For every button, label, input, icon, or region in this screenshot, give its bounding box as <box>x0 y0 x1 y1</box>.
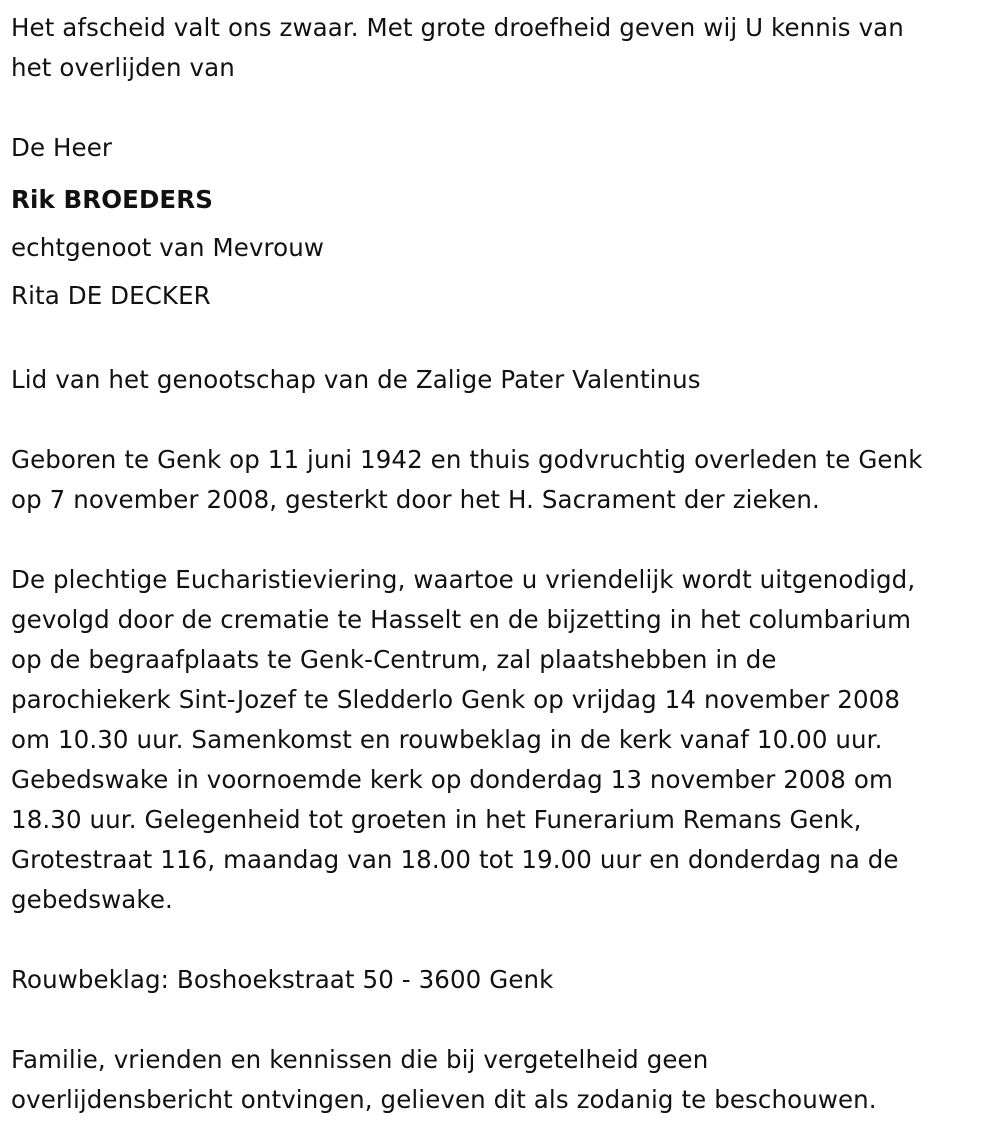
person-name: Rik BROEDERS <box>11 185 213 214</box>
person-block <box>11 128 1000 320</box>
spouse-name: Rita DE DECKER <box>11 281 211 310</box>
ceremony-line: De plechtige Eucharistieviering, waartoe u vriendelijk wordt uitgenodigd, <box>11 565 916 594</box>
birth-death-line: Geboren te Genk op 11 juni 1942 en thuis godvruchtig overleden te Genk <box>11 445 923 474</box>
ceremony-line: parochiekerk Sint-Jozef te Sledderlo Genk op vrijdag 14 november 2008 <box>11 685 901 714</box>
ceremony-line: gevolgd door de crematie te Hasselt en de bijzetting in het columbarium <box>11 605 912 634</box>
person-relation: echtgenoot van Mevrouw <box>11 233 325 262</box>
closing-line: overlijdensbericht ontvingen, gelieven dit als zodanig te beschouwen. <box>11 1085 877 1114</box>
birth-death-line: op 7 november 2008, gesterkt door het H. Sacrament der zieken. <box>11 485 820 514</box>
condolence-paragraph <box>11 960 996 1000</box>
intro-line: het overlijden van <box>11 53 235 82</box>
membership-line: Lid van het genootschap van de Zalige Pater Valentinus <box>11 365 701 394</box>
ceremony-line: op de begraafplaats te Genk-Centrum, zal plaatshebben in de <box>11 645 777 674</box>
closing-paragraph <box>11 1040 996 1120</box>
ceremony-line: Grotestraat 116, maandag van 18.00 tot 19.00 uur en donderdag na de <box>11 845 899 874</box>
ceremony-line: 18.30 uur. Gelegenheid tot groeten in het Funerarium Remans Genk, <box>11 805 862 834</box>
birth-death-paragraph <box>11 440 996 520</box>
condolence-address: Rouwbeklag: Boshoekstraat 50 - 3600 Genk <box>11 965 554 994</box>
ceremony-line: om 10.30 uur. Samenkomst en rouwbeklag in de kerk vanaf 10.00 uur. <box>11 725 883 754</box>
intro-paragraph <box>11 8 996 88</box>
person-title: De Heer <box>11 133 113 162</box>
ceremony-paragraph <box>11 560 996 920</box>
closing-line: Familie, vrienden en kennissen die bij vergetelheid geen <box>11 1045 709 1074</box>
ceremony-line: gebedswake. <box>11 885 173 914</box>
ceremony-line: Gebedswake in voornoemde kerk op donderdag 13 november 2008 om <box>11 765 893 794</box>
intro-line: Het afscheid valt ons zwaar. Met grote droefheid geven wij U kennis van <box>11 13 904 42</box>
membership-paragraph <box>11 360 996 400</box>
